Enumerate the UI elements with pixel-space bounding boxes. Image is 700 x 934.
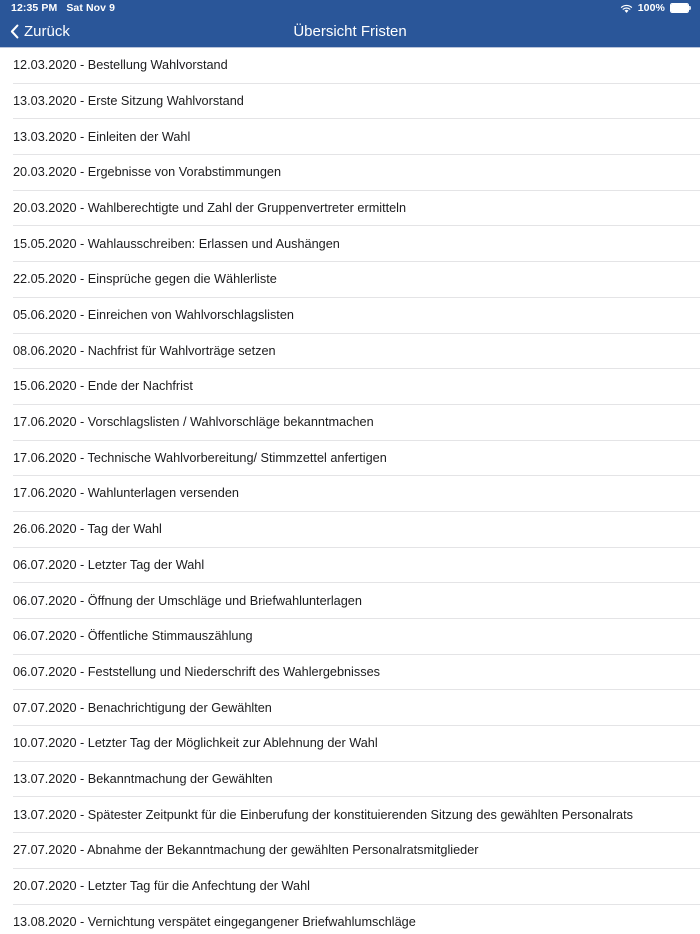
list-item[interactable] xyxy=(0,441,700,477)
status-bar xyxy=(0,0,700,16)
list-item[interactable] xyxy=(0,262,700,298)
list-item[interactable] xyxy=(0,512,700,548)
list-item-label: 06.07.2020 - Feststellung und Niederschrift des Wahlergebnisses xyxy=(13,664,380,679)
list-item-label: 20.03.2020 - Ergebnisse von Vorabstimmungen xyxy=(13,165,282,180)
list-item-label: 15.05.2020 - Wahlausschreiben: Erlassen und Aushängen xyxy=(13,236,340,251)
list-item-label: 07.07.2020 - Benachrichtigung der Gewählten xyxy=(13,700,272,715)
list-item[interactable] xyxy=(0,298,700,334)
list-item-label: 17.06.2020 - Technische Wahlvorbereitung/ Stimmzettel anfertigen xyxy=(13,450,387,465)
list-item[interactable] xyxy=(0,726,700,762)
list-item[interactable] xyxy=(0,905,700,934)
status-bar-right xyxy=(620,3,692,14)
battery-full-icon xyxy=(670,3,692,13)
back-button-label: Zurück xyxy=(24,23,70,40)
list-item-label: 08.06.2020 - Nachfrist für Wahlvorträge setzen xyxy=(13,343,276,358)
list-item[interactable] xyxy=(0,226,700,262)
list-item-label: 27.07.2020 - Abnahme der Bekanntmachung der gewählten Personalratsmitglieder xyxy=(13,843,479,858)
list-item[interactable] xyxy=(0,191,700,227)
list-item[interactable] xyxy=(0,869,700,905)
list-item-label: 13.08.2020 - Vernichtung verspätet eingegangener Briefwahlumschläge xyxy=(13,914,416,929)
list-item[interactable] xyxy=(0,84,700,120)
status-bar-left xyxy=(11,3,115,14)
deadlines-list xyxy=(0,48,700,934)
list-item-label: 20.07.2020 - Letzter Tag für die Anfechtung der Wahl xyxy=(13,879,310,894)
list-item-label: 13.07.2020 - Bekanntmachung der Gewählten xyxy=(13,771,273,786)
list-item-label: 13.03.2020 - Einleiten der Wahl xyxy=(13,129,191,144)
list-item-label: 12.03.2020 - Bestellung Wahlvorstand xyxy=(13,58,228,73)
list-item-label: 17.06.2020 - Wahlunterlagen versenden xyxy=(13,486,239,501)
list-item-label: 06.07.2020 - Öffentliche Stimmauszählung xyxy=(13,629,253,644)
list-item-label: 06.07.2020 - Öffnung der Umschläge und Briefwahlunterlagen xyxy=(13,593,362,608)
list-item-label: 15.06.2020 - Ende der Nachfrist xyxy=(13,379,193,394)
list-item[interactable] xyxy=(0,583,700,619)
list-item[interactable] xyxy=(0,334,700,370)
page-title: Übersicht Fristen xyxy=(293,23,407,40)
list-item-label: 17.06.2020 - Vorschlagslisten / Wahlvorschläge bekanntmachen xyxy=(13,415,374,430)
list-item-label: 05.06.2020 - Einreichen von Wahlvorschlagslisten xyxy=(13,308,294,323)
list-item[interactable] xyxy=(0,155,700,191)
list-item[interactable] xyxy=(0,762,700,798)
list-item-label: 06.07.2020 - Letzter Tag der Wahl xyxy=(13,557,205,572)
list-item-label: 13.07.2020 - Spätester Zeitpunkt für die Einberufung der konstituierenden Sitzung des gewählten Personalrats xyxy=(13,807,633,822)
list-item[interactable] xyxy=(0,119,700,155)
list-item-label: 20.03.2020 - Wahlberechtigte und Zahl der Gruppenvertreter ermitteln xyxy=(13,200,407,215)
navigation-bar xyxy=(0,16,700,48)
list-item[interactable] xyxy=(0,655,700,691)
list-item[interactable] xyxy=(0,476,700,512)
list-item[interactable] xyxy=(0,833,700,869)
list-item[interactable] xyxy=(0,619,700,655)
list-item-label: 22.05.2020 - Einsprüche gegen die Wählerliste xyxy=(13,272,277,287)
back-button[interactable] xyxy=(10,24,70,39)
list-item-label: 13.03.2020 - Erste Sitzung Wahlvorstand xyxy=(13,93,244,108)
list-item-label: 26.06.2020 - Tag der Wahl xyxy=(13,522,162,537)
chevron-left-icon xyxy=(10,24,19,39)
list-item[interactable] xyxy=(0,797,700,833)
list-item[interactable] xyxy=(0,369,700,405)
status-date: Sat Nov 9 xyxy=(66,1,116,14)
list-item[interactable] xyxy=(0,690,700,726)
list-item[interactable] xyxy=(0,405,700,441)
list-item[interactable] xyxy=(0,548,700,584)
battery-percent-label: 100% xyxy=(637,1,665,14)
status-time: 12:35 PM xyxy=(11,1,58,14)
list-item-label: 10.07.2020 - Letzter Tag der Möglichkeit zur Ablehnung der Wahl xyxy=(13,736,378,751)
wifi-icon xyxy=(620,4,633,14)
list-item[interactable] xyxy=(0,48,700,84)
